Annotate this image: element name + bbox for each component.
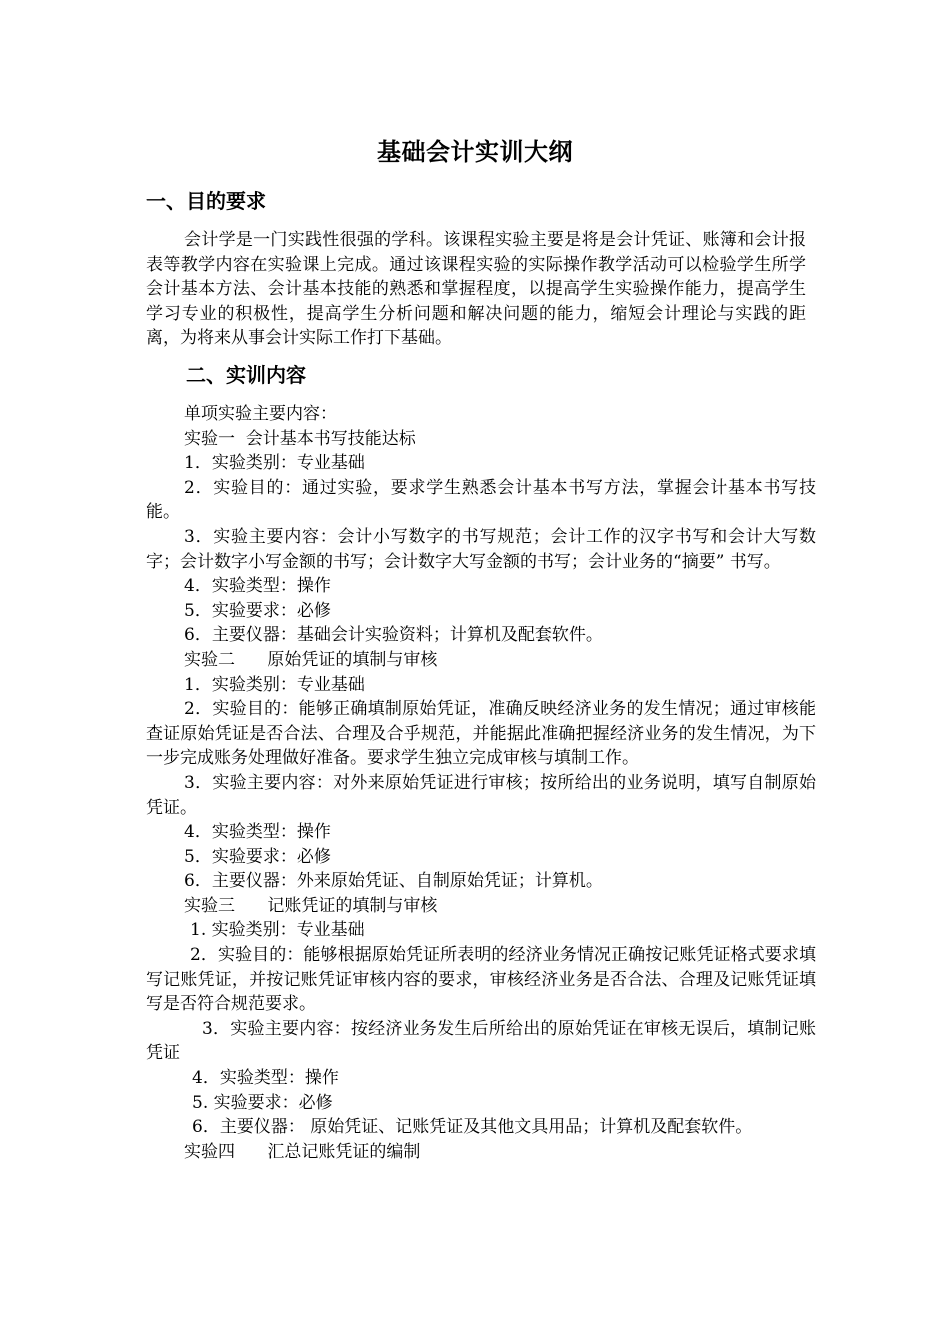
experiment-3-title: 实验三 记账凭证的填制与审核	[184, 895, 438, 916]
experiment-1-instruments: 6．主要仪器：基础会计实验资料；计算机及配套软件。	[184, 625, 603, 646]
experiment-1-requirement: 5．实验要求：必修	[184, 600, 331, 621]
experiment-3-requirement: 5. 实验要求：必修	[192, 1092, 333, 1113]
experiment-2-requirement: 5．实验要求：必修	[184, 846, 331, 867]
experiment-1-category: 1．实验类别：专业基础	[184, 453, 365, 474]
section-heading-content: 二、实训内容	[186, 363, 306, 387]
experiment-3-type: 4．实验类型：操作	[192, 1068, 339, 1089]
experiment-1-title: 实验一 会计基本书写技能达标	[184, 428, 416, 449]
experiment-4-title: 实验四 汇总记账凭证的编制	[184, 1141, 421, 1162]
experiment-2-instruments: 6．主要仪器：外来原始凭证、自制原始凭证；计算机。	[184, 871, 603, 892]
training-content-block	[146, 402, 816, 1164]
experiment-2-purpose: 2．实验目的：能够正确填制原始凭证，准确反映经济业务的发生情况；通过审核能查证原始凭证是否合法、合理及合乎规范，并能据此准确把握经济业务的发生情况，为下一步完成账务处理做好准备。要求学生独立完成审核与填制工作。	[146, 699, 816, 769]
experiment-1-main-content: 3．实验主要内容：会计小写数字的书写规范；会计工作的汉字书写和会计大写数字；会计数字小写金额的书写；会计数字大写金额的书写；会计业务的“摘要” 书写。	[146, 526, 816, 572]
experiment-3-category: 1. 实验类别：专业基础	[190, 920, 365, 941]
experiment-1-type: 4．实验类型：操作	[184, 576, 331, 597]
experiment-1-purpose: 2．实验目的：通过实验，要求学生熟悉会计基本书写方法，掌握会计基本书写技能。	[146, 477, 816, 523]
objectives-paragraph: 会计学是一门实践性很强的学科。该课程实验主要是将是会计凭证、账簿和会计报表等教学内容在实验课上完成。通过该课程实验的实际操作教学活动可以检验学生所学会计基本方法、会计基本技能的熟悉和掌握程度，以提高学生实验操作能力，提高学生学习专业的积极性，提高学生分析问题和解决问题的能力，缩短会计理论与实践的距离，为将来从事会计实际工作打下基础。	[146, 230, 806, 349]
experiment-3-main-content: 3．实验主要内容：按经济业务发生后所给出的原始凭证在审核无误后，填制记账凭证	[146, 1018, 816, 1064]
experiment-2-type: 4．实验类型：操作	[184, 822, 331, 843]
section-heading-objectives: 一、目的要求	[146, 189, 266, 213]
content-intro: 单项实验主要内容：	[184, 404, 337, 424]
experiment-2-category: 1．实验类别：专业基础	[184, 674, 365, 695]
document-title: 基础会计实训大纲	[377, 138, 573, 166]
experiment-2-main-content: 3．实验主要内容：对外来原始凭证进行审核；按所给出的业务说明，填写自制原始凭证。	[146, 772, 816, 818]
experiment-3-purpose: 2．实验目的：能够根据原始凭证所表明的经济业务情况正确按记账凭证格式要求填写记账凭证，并按记账凭证审核内容的要求，审核经济业务是否合法、合理及记账凭证填写是否符合规范要求。	[146, 945, 816, 1015]
experiment-2-title: 实验二 原始凭证的填制与审核	[184, 649, 438, 670]
experiment-3-instruments: 6．主要仪器： 原始凭证、记账凭证及其他文具用品；计算机及配套软件。	[192, 1117, 753, 1138]
